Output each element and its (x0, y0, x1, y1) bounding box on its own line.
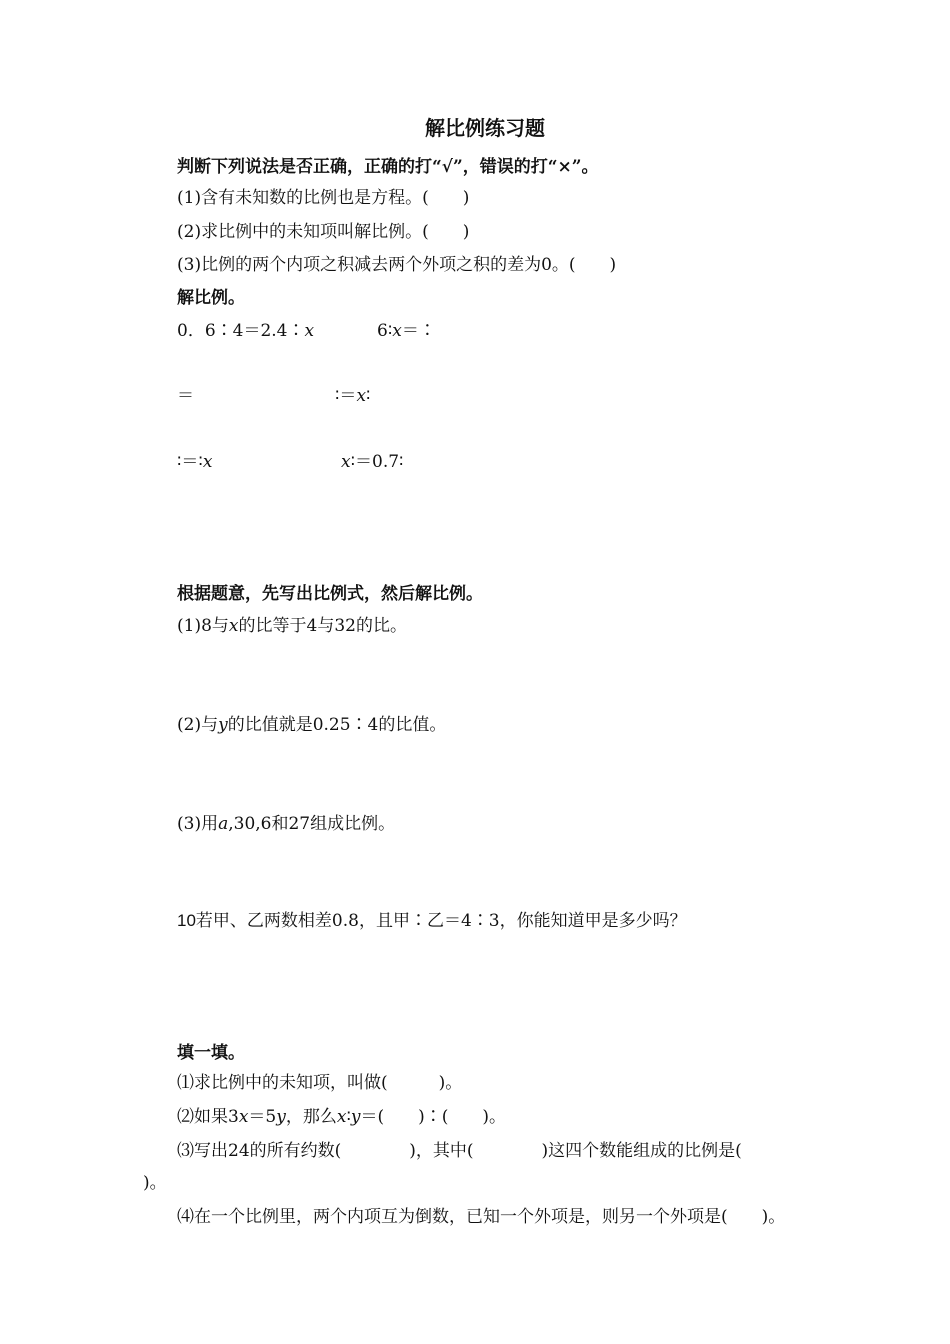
word-problem-1: (1)8与x的比等于4与32的比。 (177, 616, 407, 636)
section1-heading: 判断下列说法是否正确，正确的打“√”，错误的打“×”。 (177, 157, 599, 177)
judge-item-2: (2)求比例中的未知项叫解比例。( ) (177, 222, 470, 242)
fill-item-1: ⑴求比例中的未知项，叫做( )。 (177, 1073, 463, 1093)
section2-heading: 解比例。 (177, 288, 245, 308)
proportion-1: 0．6∶4＝2.4∶x (177, 321, 315, 341)
proportion-4: ∶＝x∶ (335, 386, 371, 406)
fill-item-4: ⑷在一个比例里，两个内项互为倒数，已知一个外项是，则另一个外项是( )。 (177, 1207, 786, 1227)
section5-heading: 填一填。 (177, 1043, 245, 1063)
question-10: 10若甲、乙两数相差0.8，且甲∶乙＝4∶3，你能知道甲是多少吗？ (177, 911, 687, 931)
judge-item-1: (1)含有未知数的比例也是方程。( ) (177, 188, 470, 208)
fill-item-2: ⑵如果3x＝5y，那么x∶y＝( )∶( )。 (177, 1107, 507, 1127)
fill-item-3: ⑶写出24的所有约数( )，其中( )这四个数能组成的比例是( (177, 1141, 742, 1161)
word-problem-3: (3)用a,30,6和27组成比例。 (177, 814, 396, 834)
page-title: 解比例练习题 (425, 116, 545, 140)
fill-item-3-continued: )。 (143, 1173, 167, 1193)
proportion-2: 6∶x＝∶ (377, 321, 436, 341)
word-problem-2: (2)与y的比值就是0.25∶4的比值。 (177, 715, 447, 735)
proportion-6: x∶＝0.7∶ (341, 452, 404, 472)
proportion-5: ∶＝∶x (177, 452, 213, 472)
proportion-3: ＝ (177, 386, 194, 406)
judge-item-3: (3)比例的两个内项之积减去两个外项之积的差为0。( ) (177, 255, 617, 275)
section3-heading: 根据题意，先写出比例式，然后解比例。 (177, 584, 483, 604)
